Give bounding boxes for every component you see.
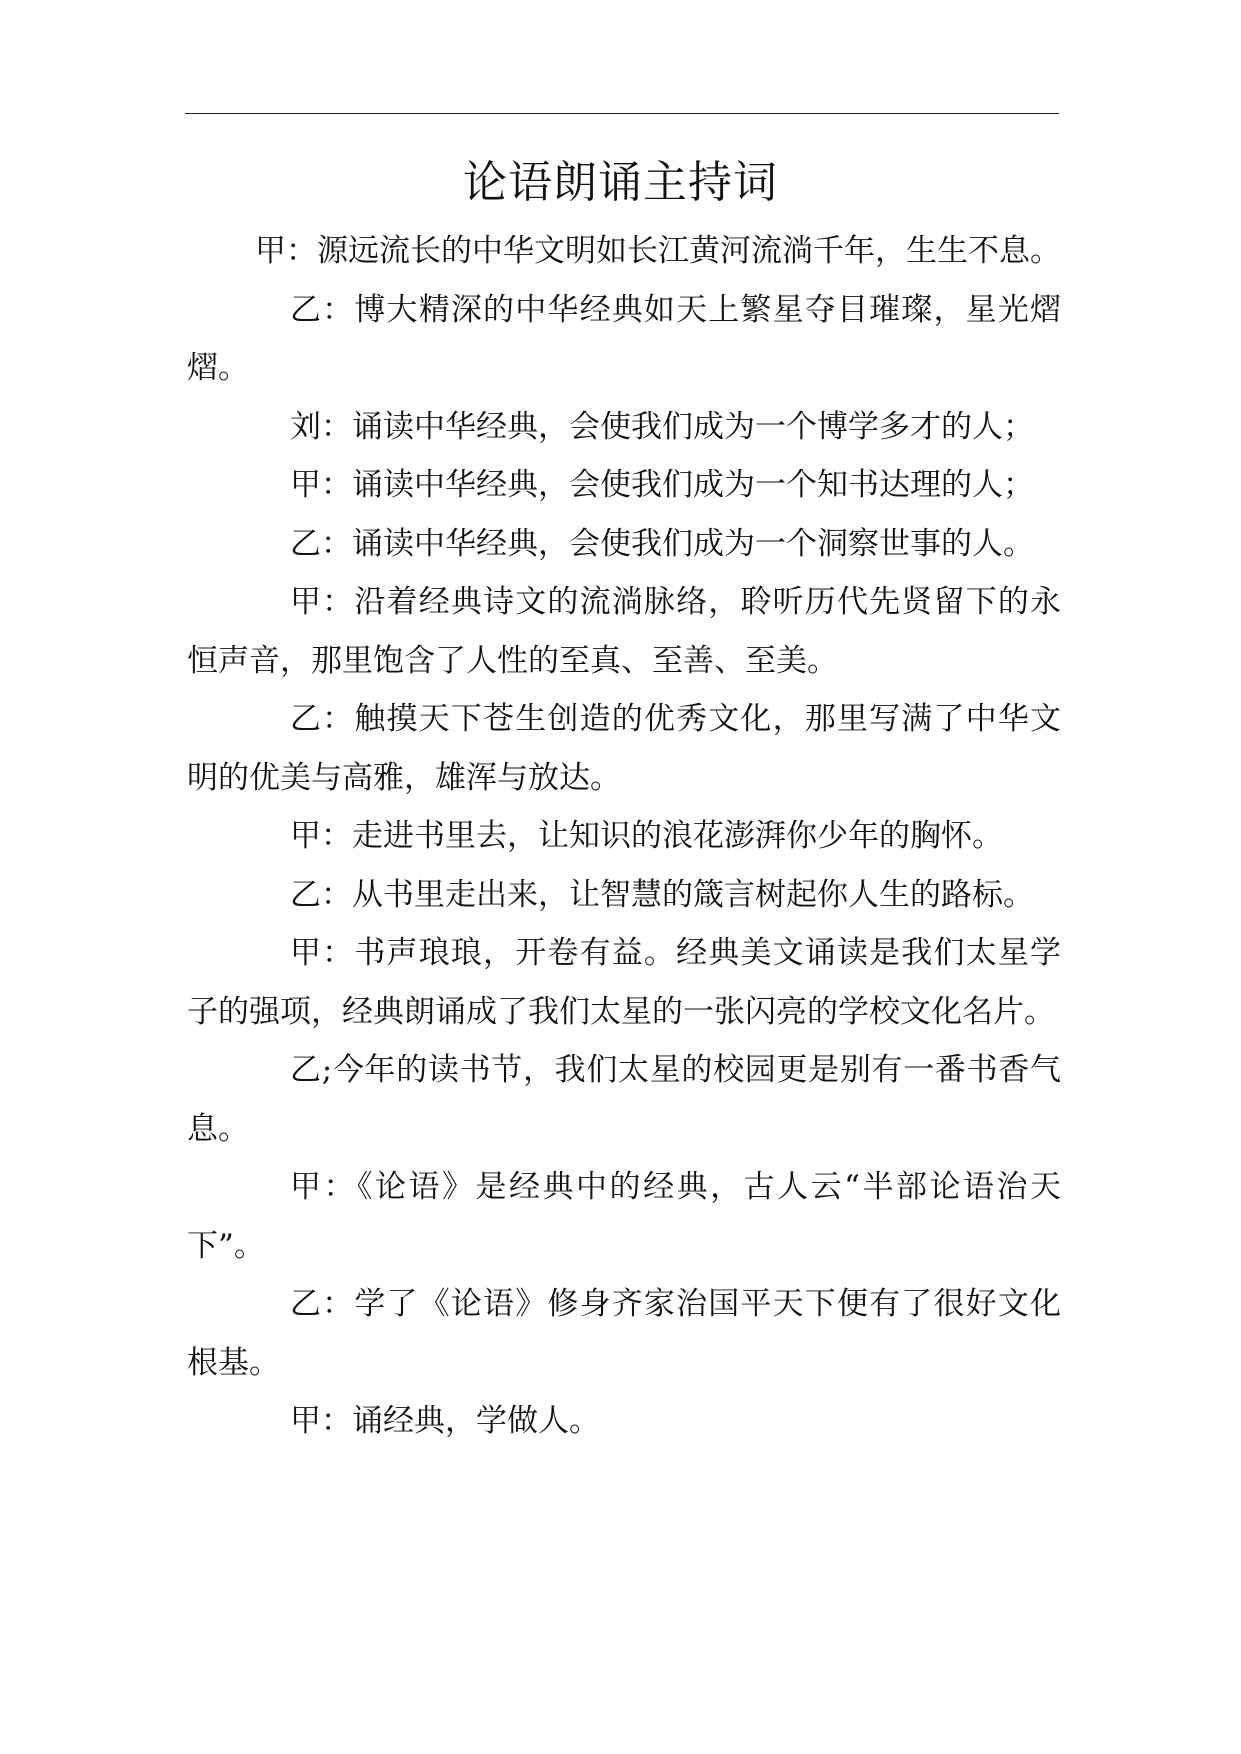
paragraph: 甲：源远流长的中华文明如长江黄河流淌千年，生生不息。 <box>255 233 1061 269</box>
paragraph: 乙：触摸天下苍生创造的优秀文化，那里写满了中华文明的优美与高雅，雄浑与放达。 <box>187 701 1061 796</box>
document-body <box>187 222 1061 1451</box>
paragraph: 乙：学了《论语》修身齐家治国平天下便有了很好文化根基。 <box>187 1286 1061 1381</box>
paragraph: 乙：从书里走出来，让智慧的箴言树起你人生的路标。 <box>290 876 1034 913</box>
paragraph: 乙;今年的读书节，我们太星的校园更是别有一番书香气息。 <box>187 1052 1061 1147</box>
paragraph: 甲：沿着经典诗文的流淌脉络，聆听历代先贤留下的永恒声音，那里饱含了人性的至真、至善、至美。 <box>187 584 1061 679</box>
paragraph: 甲：书声琅琅，开卷有益。经典美文诵读是我们太星学子的强项，经典朗诵成了我们太星的一张闪亮的学校文化名片。 <box>187 935 1061 1030</box>
paragraph: 乙：博大精深的中华经典如天上繁星夺目璀璨，星光熠熠。 <box>187 291 1061 386</box>
paragraph: 甲：《论语》是经典中的经典，古人云“半部论语治天下”。 <box>187 1169 1061 1264</box>
paragraph: 乙：诵读中华经典，会使我们成为一个洞察世事的人。 <box>290 525 1034 562</box>
paragraph: 甲：走进书里去，让知识的浪花澎湃你少年的胸怀。 <box>290 818 1003 854</box>
paragraph: 甲：诵读中华经典，会使我们成为一个知书达理的人； <box>290 467 1034 503</box>
paragraph: 刘：诵读中华经典，会使我们成为一个博学多才的人； <box>290 408 1034 445</box>
document-title: 论语朗诵主持词 <box>463 157 778 208</box>
header-rule <box>185 113 1059 114</box>
paragraph: 甲：诵经典，学做人。 <box>290 1403 600 1439</box>
